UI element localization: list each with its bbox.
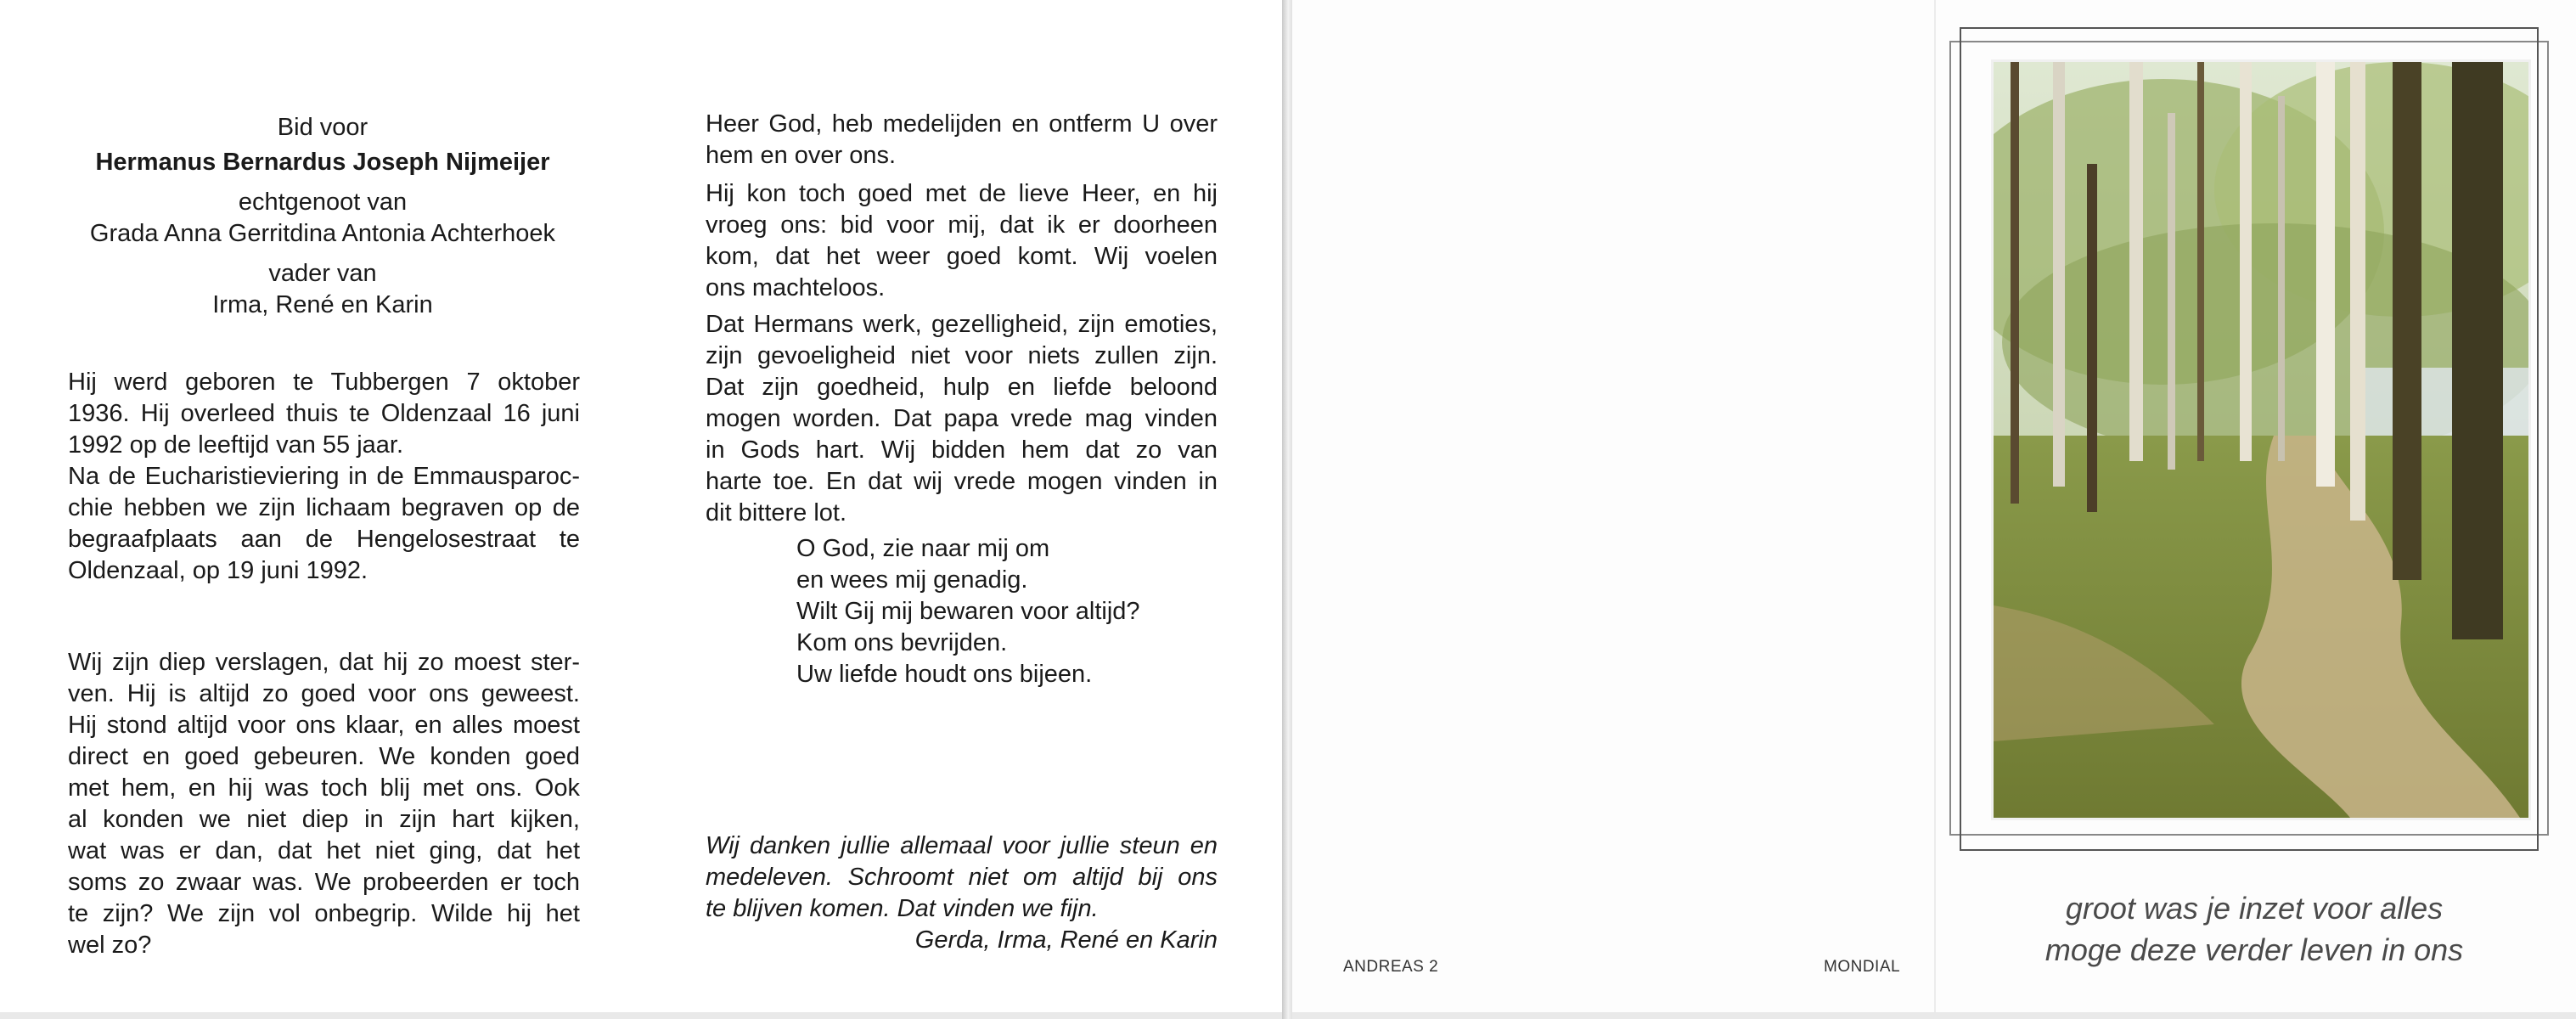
text-line: al konden we niet diep in zijn hart kijken, bbox=[68, 806, 580, 833]
verse-line: O God, zie naar mij om bbox=[796, 535, 1050, 562]
text-line: Hij kon toch goed met de lieve Heer, en hij bbox=[706, 180, 1218, 207]
thanks-paragraph bbox=[706, 830, 1218, 925]
prayer-verse bbox=[796, 533, 1204, 690]
biography-paragraph bbox=[68, 367, 580, 587]
birch-trunk bbox=[2350, 62, 2365, 521]
spouse-label: echtgenoot van bbox=[238, 189, 408, 216]
text-line: mogen worden. Dat papa vrede mag vinden bbox=[706, 405, 1218, 432]
tribute-paragraph bbox=[68, 647, 580, 961]
text-line: medeleven. Schroomt niet om altijd bij ons bbox=[706, 864, 1218, 891]
birch-trunk bbox=[2278, 96, 2285, 461]
memorial-header bbox=[68, 112, 577, 321]
verse-line: Uw liefde houdt ons bijeen. bbox=[796, 661, 1093, 688]
text-line: zijn gevoeligheid niet voor niets zullen zijn. bbox=[706, 342, 1218, 369]
deceased-name: Hermanus Bernardus Joseph Nijmeijer bbox=[95, 149, 550, 176]
text-line: met hem, en hij was toch blij met ons. Ook bbox=[68, 774, 580, 802]
birch-trunk bbox=[2316, 62, 2335, 487]
text-line: Wij danken jullie allemaal voor jullie steun en bbox=[706, 832, 1218, 859]
birch-trunk bbox=[2168, 113, 2175, 470]
text-line: vroeg ons: bid voor mij, dat ik er doorheen bbox=[706, 211, 1218, 239]
text-line: in Gods hart. Wij bidden hem dat zo van bbox=[706, 436, 1218, 464]
verse-line: Kom ons bevrijden. bbox=[796, 629, 1008, 656]
card-code: ANDREAS 2 bbox=[1343, 958, 1439, 976]
text-line: hem en over ons. bbox=[706, 142, 897, 169]
prayer-paragraph-2 bbox=[706, 178, 1218, 304]
father-label: vader van bbox=[268, 260, 377, 287]
text-line: 1936. Hij overleed thuis te Oldenzaal 16 juni bbox=[68, 400, 580, 427]
text-line: Heer God, heb medelijden en ontferm U over bbox=[706, 110, 1218, 138]
spouse-name: Grada Anna Gerritdina Antonia Achterhoek bbox=[89, 220, 556, 247]
pine-trunk bbox=[2393, 62, 2421, 580]
text-line: Wij zijn diep verslagen, dat hij zo moest ster- bbox=[68, 649, 580, 676]
text-line: direct en goed gebeuren. We konden goed bbox=[68, 743, 580, 770]
text-line: Dat zijn goedheid, hulp en liefde beloond bbox=[706, 374, 1218, 401]
text-line: Hij stond altijd voor ons klaar, en alles moest bbox=[68, 712, 580, 739]
text-line: Dat Hermans werk, gezelligheid, zijn emoties, bbox=[706, 311, 1218, 338]
prayer-paragraph-3 bbox=[706, 309, 1218, 529]
pine-trunk bbox=[2452, 62, 2503, 639]
text-line: te blijven komen. Dat vinden we fijn. bbox=[706, 895, 1099, 922]
family-signature: Gerda, Irma, René en Karin bbox=[914, 926, 1218, 954]
text-line: wat was er dan, dat het niet ging, dat het bbox=[68, 837, 580, 864]
verse-line: groot was je inzet voor alles bbox=[2065, 891, 2444, 926]
text-line: Na de Eucharistieviering in de Emmausparoc- bbox=[68, 463, 580, 490]
text-line: 1992 op de leeftijd van 55 jaar. bbox=[68, 431, 404, 459]
birch-trunk bbox=[2240, 62, 2252, 461]
text-line: kom, dat het weer goed komt. Wij voelen bbox=[706, 243, 1218, 270]
text-line: ven. Hij is altijd zo goed voor ons geweest. bbox=[68, 680, 580, 707]
text-line: soms zo zwaar was. We probeerden er toch bbox=[68, 869, 580, 896]
prayer-paragraph-1 bbox=[706, 109, 1218, 172]
forest-path-illustration bbox=[1994, 62, 2528, 818]
text-line: chie hebben we zijn lichaam begraven op de bbox=[68, 494, 580, 521]
tree-trunk bbox=[2197, 62, 2204, 461]
text-line: dit bittere lot. bbox=[706, 499, 847, 526]
tree-trunk bbox=[2087, 164, 2097, 512]
children-names: Irma, René en Karin bbox=[212, 291, 433, 318]
text-line: begraafplaats aan de Hengelosestraat te bbox=[68, 526, 580, 553]
birch-trunk bbox=[2053, 62, 2065, 487]
verse-line: moge deze verder leven in ons bbox=[2044, 932, 2464, 967]
card-gap bbox=[1282, 0, 1292, 1019]
text-line: te zijn? We zijn vol onbegrip. Wilde hij het bbox=[68, 900, 580, 927]
memorial-verse bbox=[1978, 887, 2530, 971]
birch-trunk bbox=[2129, 62, 2143, 461]
forest-path-photo bbox=[1991, 59, 2531, 820]
text-line: wel zo? bbox=[68, 932, 152, 959]
card-fold-line bbox=[1934, 0, 1936, 1012]
text-line: Oldenzaal, op 19 juni 1992. bbox=[68, 557, 368, 584]
verse-line: Wilt Gij mij bewaren voor altijd? bbox=[796, 598, 1140, 625]
text-line: ons machteloos. bbox=[706, 274, 886, 301]
text-line: harte toe. En dat wij vrede mogen vinden in bbox=[706, 468, 1218, 495]
publisher-mark: MONDIAL bbox=[1824, 958, 1901, 976]
tree-trunk bbox=[2011, 62, 2019, 504]
verse-line: en wees mij genadig. bbox=[796, 566, 1028, 594]
text-line: Hij werd geboren te Tubbergen 7 oktober bbox=[68, 369, 580, 396]
prayer-heading: Bid voor bbox=[277, 114, 368, 141]
